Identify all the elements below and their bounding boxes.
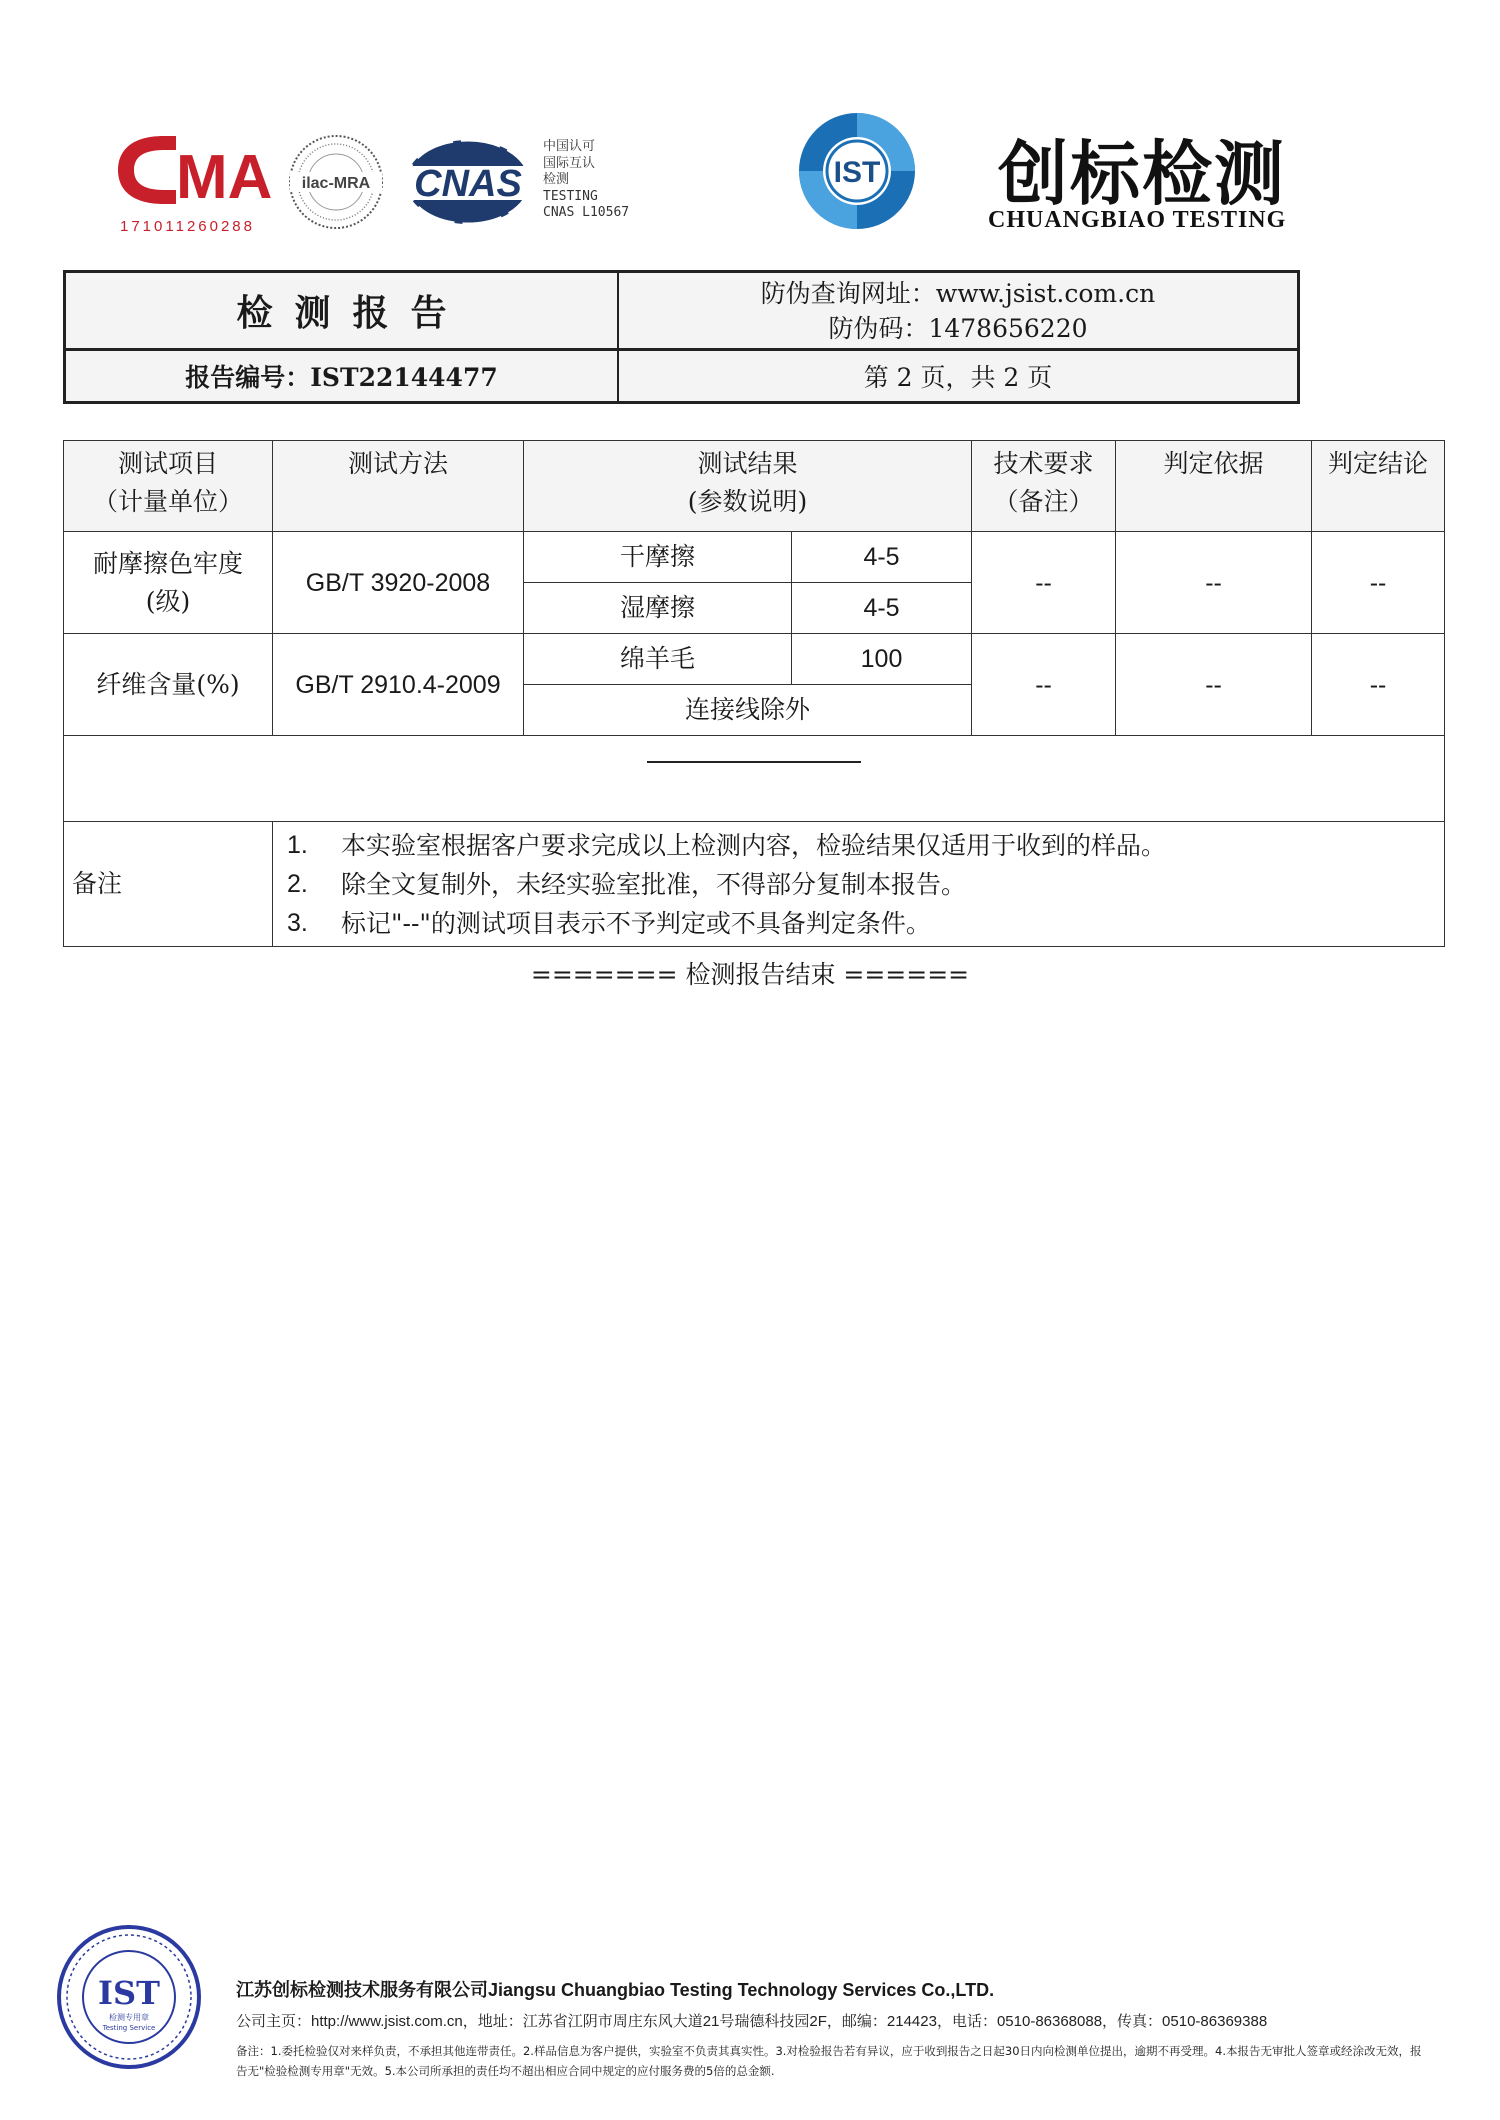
row2-sub1-value: 100 — [792, 634, 972, 685]
row2-sub1-name: 绵羊毛 — [524, 634, 792, 685]
cnas-line: 检测 — [543, 172, 570, 187]
header-result-note: (参数说明) — [687, 487, 808, 516]
row2-item: 纤维含量(%) — [64, 634, 273, 736]
header-basis — [1116, 441, 1312, 532]
header-conclusion — [1312, 441, 1445, 532]
page-info: 第 2 页，共 2 页 — [863, 363, 1053, 392]
test-results-table — [63, 440, 1445, 947]
table-header-row — [64, 441, 1445, 532]
header-item-label: 测试项目 — [117, 449, 218, 478]
header-result — [524, 441, 972, 532]
note-number: 3. — [287, 908, 308, 937]
cnas-line: 中国认可 — [543, 139, 596, 154]
row2-sub2-full: 连接线除外 — [524, 685, 972, 736]
verify-url: 防伪查询网址：www.jsist.com.cn — [760, 278, 1156, 308]
note-item — [287, 826, 1444, 865]
ist-logo-text: IST — [833, 156, 881, 189]
row1-sub2-name: 湿摩擦 — [524, 583, 792, 634]
table-row — [64, 634, 1445, 685]
separator-rule — [647, 761, 861, 763]
header-conclusion-label: 判定结论 — [1328, 449, 1429, 478]
header-basis-label: 判定依据 — [1163, 449, 1264, 478]
report-number-cell — [66, 351, 619, 401]
report-title: 检测报告 — [236, 292, 469, 334]
cma-logo — [112, 128, 272, 220]
row1-item-line2: (级) — [145, 586, 191, 616]
report-header-box — [63, 270, 1300, 404]
header-requirement — [972, 441, 1116, 532]
seal-en-text: Testing Service — [102, 2024, 156, 2032]
brand-name-en: CHUANGBIAO TESTING — [988, 207, 1287, 233]
row2-method: GB/T 2910.4-2009 — [273, 634, 524, 736]
header-item — [64, 441, 273, 532]
header-item-unit: （计量单位） — [92, 487, 243, 516]
ilac-mra-text: ilac-MRA — [301, 175, 371, 192]
brand-name-cn: 创标检测 — [998, 132, 1286, 215]
verification-cell — [619, 273, 1297, 351]
row1-sub1-value: 4-5 — [792, 532, 972, 583]
row2-requirement: -- — [972, 634, 1116, 736]
row1-item — [64, 532, 273, 634]
note-item — [287, 865, 1444, 904]
header-method — [273, 441, 524, 532]
cnas-logo — [402, 134, 534, 230]
report-title-cell — [66, 273, 619, 351]
note-number: 1. — [287, 830, 308, 859]
notes-label: 备注 — [64, 822, 273, 947]
cnas-logo-text: CNAS — [414, 163, 522, 205]
cma-code: 171011260288 — [120, 218, 255, 235]
cnas-line: 国际互认 — [543, 155, 596, 171]
notes-row — [64, 822, 1445, 947]
note-text: 除全文复制外，未经实验室批准，不得部分复制本报告。 — [341, 869, 967, 899]
ist-logo — [792, 106, 922, 236]
cnas-accreditation-text — [543, 139, 629, 222]
footer-disclaimer: 备注：1.委托检验仅对来样负责，不承担其他连带责任。2.样品信息为客户提供，实验室不负责其真实性。3.对检验报告若有异议，应于收到报告之日起30日内向检测单位提出，逾期不再受理。4.本报告无审批人签章或经涂改无效，报告无"检验检测专用章"无效。5.本公司所承担的责任均不超出相应合同中规定的应付服务费的5倍的总金额. — [236, 2044, 1422, 2078]
footer-address: 公司主页：http://www.jsist.com.cn，地址：江苏省江阴市周庄东风大道21号瑞德科技园2F，邮编：214423，电话：0510-86368088，传真：0510-86369388 — [236, 2013, 1268, 2030]
footer-company: 江苏创标检测技术服务有限公司Jiangsu Chuangbiao Testing Technology Services Co.,LTD. — [236, 1980, 995, 2000]
logo-row — [0, 0, 1500, 260]
cnas-line: CNAS L10567 — [543, 205, 630, 220]
note-item — [287, 904, 1444, 943]
cnas-line: TESTING — [543, 188, 598, 204]
row1-conclusion: -- — [1312, 532, 1445, 634]
header-result-label: 测试结果 — [697, 449, 798, 478]
report-number: 报告编号：IST22144477 — [185, 363, 498, 392]
row1-requirement: -- — [972, 532, 1116, 634]
page-info-cell — [619, 351, 1297, 401]
note-number: 2. — [287, 869, 308, 898]
verify-code: 防伪码：1478656220 — [828, 313, 1088, 343]
note-text: 本实验室根据客户要求完成以上检测内容，检验结果仅适用于收到的样品。 — [341, 830, 1167, 860]
notes-cell — [273, 822, 1445, 947]
blank-cell — [64, 736, 1445, 822]
row1-sub1-name: 干摩擦 — [524, 532, 792, 583]
blank-row — [64, 736, 1445, 822]
row1-item-line1: 耐摩擦色牢度 — [92, 548, 243, 578]
row2-basis: -- — [1116, 634, 1312, 736]
row2-conclusion: -- — [1312, 634, 1445, 736]
note-text: 标记"--"的测试项目表示不予判定或不具备判定条件。 — [341, 908, 931, 938]
report-end-marker: ======= 检测报告结束 ====== — [530, 960, 970, 989]
ilac-mra-logo — [286, 132, 386, 232]
header-method-label: 测试方法 — [347, 449, 448, 478]
cma-logo-text: MA — [176, 143, 272, 212]
row1-method: GB/T 3920-2008 — [273, 532, 524, 634]
table-row — [64, 532, 1445, 583]
row1-sub2-value: 4-5 — [792, 583, 972, 634]
header-requirement-label: 技术要求 — [993, 449, 1094, 478]
header-requirement-note: （备注） — [993, 487, 1094, 516]
seal-text: IST — [98, 1974, 160, 2012]
seal-small-text: 检测专用章 — [109, 2013, 149, 2022]
row1-basis: -- — [1116, 532, 1312, 634]
seal-stamp-icon — [56, 1924, 202, 2070]
